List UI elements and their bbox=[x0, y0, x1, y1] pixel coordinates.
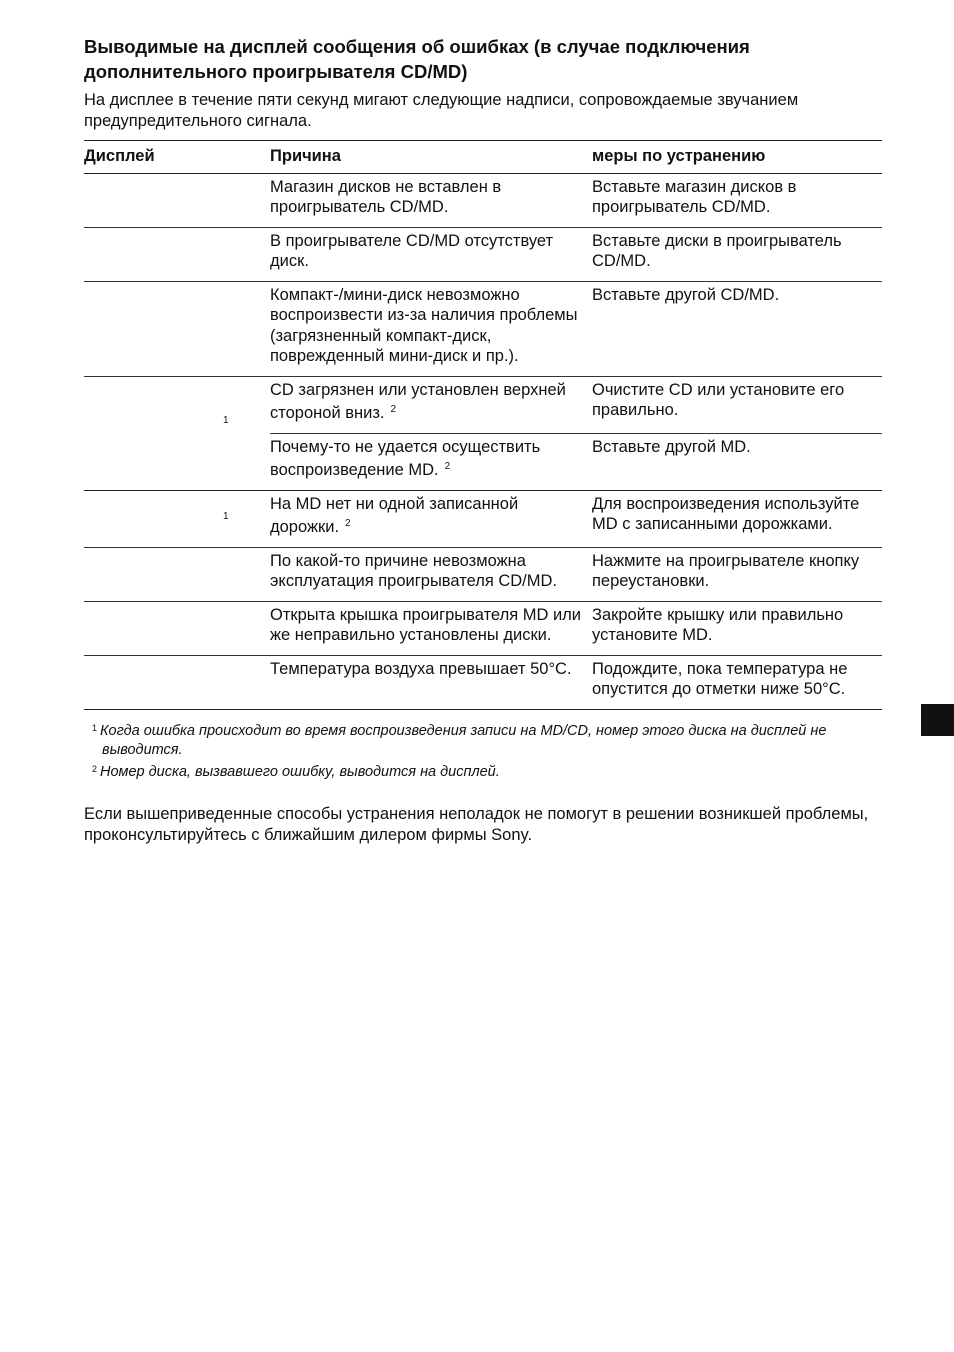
remedy-cell: Вставьте диски в проигрыватель CD/MD. bbox=[592, 227, 882, 281]
table-row bbox=[84, 173, 882, 227]
display-cell bbox=[84, 376, 270, 490]
footnote bbox=[84, 719, 882, 760]
display-cell bbox=[84, 547, 270, 601]
error-messages-table bbox=[84, 140, 882, 710]
cause-cell: Компакт-/мини-диск невозможно воспроизвести из-за наличия проблемы (загрязненный компакт-диск, поврежденный мини-диск и пр.). bbox=[270, 281, 592, 376]
remedy-cell: Закройте крышку или правильно установите MD. bbox=[592, 601, 882, 655]
display-cell bbox=[84, 227, 270, 281]
footnote-text: Когда ошибка происходит во время воспроизведения записи на MD/CD, номер этого диска на дисплей не выводится. bbox=[100, 722, 827, 758]
cause-cell: Магазин дисков не вставлен в проигрыватель CD/MD. bbox=[270, 173, 592, 227]
header-display: Дисплей bbox=[84, 141, 270, 174]
footnote-text: Номер диска, вызвавшего ошибку, выводится на дисплей. bbox=[100, 763, 500, 780]
header-remedy: меры по устранению bbox=[592, 141, 882, 174]
display-cell bbox=[84, 173, 270, 227]
footnote-ref: 1 bbox=[223, 510, 229, 522]
footnote-ref: 2 bbox=[444, 461, 451, 472]
footnote-ref: 2 bbox=[390, 404, 397, 415]
table-row bbox=[84, 601, 882, 655]
cause-cell: По какой-то причине невозможна эксплуатация проигрывателя CD/MD. bbox=[270, 547, 592, 601]
page-edge-tab bbox=[921, 704, 954, 736]
footnote-mark: 1 bbox=[92, 722, 98, 733]
footnote bbox=[84, 760, 882, 782]
cause-cell: На MD нет ни одной записанной дорожки. $^2$ bbox=[270, 490, 592, 547]
cause-cell: Температура воздуха превышает 50°C. bbox=[270, 655, 592, 709]
remedy-cell: Очистите CD или установите его правильно. bbox=[592, 376, 882, 433]
remedy-cell: Вставьте другой MD. bbox=[592, 433, 882, 490]
cause-cell: В проигрывателе CD/MD отсутствует диск. bbox=[270, 227, 592, 281]
display-cell bbox=[84, 601, 270, 655]
display-cell bbox=[84, 490, 270, 547]
table-row bbox=[84, 227, 882, 281]
section-title: Выводимые на дисплей сообщения об ошибках (в случае подключения дополнительного проигрывателя CD/MD) bbox=[84, 36, 750, 82]
remedy-cell: Вставьте магазин дисков в проигрыватель CD/MD. bbox=[592, 173, 882, 227]
footnote-mark: 2 bbox=[92, 763, 98, 774]
display-cell bbox=[84, 281, 270, 376]
table-row bbox=[84, 547, 882, 601]
remedy-cell: Подождите, пока температура не опустится до отметки ниже 50°C. bbox=[592, 655, 882, 709]
display-cell bbox=[84, 655, 270, 709]
table-row bbox=[84, 655, 882, 709]
table-row bbox=[84, 281, 882, 376]
cause-cell: Открыта крышка проигрывателя MD или же неправильно установлены диски. bbox=[270, 601, 592, 655]
cause-cell: CD загрязнен или установлен верхней стороной вниз. $^2$ bbox=[270, 376, 592, 433]
closing-paragraph: Если вышеприведенные способы устранения неполадок не помогут в решении возникшей проблемы, проконсультируйтесь с ближайшим дилером фирмы Sony. bbox=[84, 804, 869, 844]
cause-cell: Почему-то не удается осуществить воспроизведение MD. $^2$ bbox=[270, 433, 592, 490]
table-row bbox=[84, 376, 882, 433]
intro-paragraph: На дисплее в течение пяти секунд мигают следующие надписи, сопровождаемые звучанием предупредительного сигнала. bbox=[84, 91, 799, 130]
remedy-cell: Вставьте другой CD/MD. bbox=[592, 281, 882, 376]
page bbox=[84, 34, 882, 862]
table-row bbox=[84, 490, 882, 547]
footnote-ref: 1 bbox=[223, 414, 229, 426]
remedy-cell: Нажмите на проигрывателе кнопку переустановки. bbox=[592, 547, 882, 601]
footnote-ref: 2 bbox=[345, 518, 351, 529]
header-cause: Причина bbox=[270, 141, 592, 174]
remedy-cell: Для воспроизведения используйте MD с записанными дорожками. bbox=[592, 490, 882, 547]
footnotes bbox=[84, 719, 882, 782]
table-header-row bbox=[84, 141, 882, 174]
